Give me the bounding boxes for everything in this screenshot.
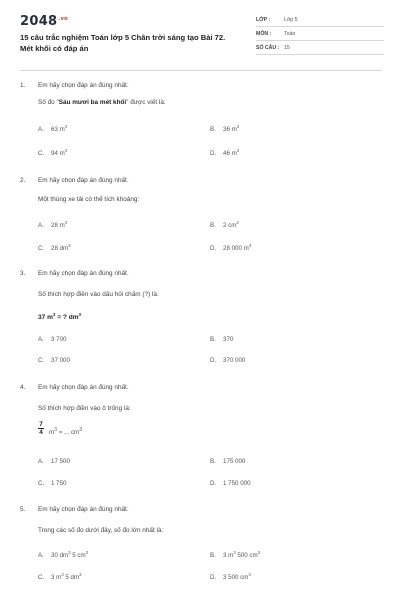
option-value: 2 cm (223, 222, 237, 230)
option-value: 370 000 (223, 357, 246, 364)
meta-label-class: LỚP : (256, 17, 271, 23)
option-exponent: 3 (236, 148, 240, 153)
option-exponent: 3 (79, 572, 82, 577)
option-a[interactable] (38, 550, 88, 559)
logo-text: 2048 (20, 14, 58, 29)
option-exponent: 3 (64, 148, 68, 153)
question-instruction: Em hãy chọn đáp án đúng nhất. (38, 82, 129, 89)
option-exponent: 3 (248, 572, 251, 577)
question-instruction: Em hãy chọn đáp án đúng nhất. (38, 384, 129, 391)
option-letter: D. (210, 480, 217, 487)
question-text-pre: Số đo " (38, 99, 59, 106)
question-text (38, 99, 166, 106)
question-number: 1. (20, 82, 26, 89)
question-text-post: " được viết là: (126, 99, 166, 106)
meta-row-class (256, 14, 384, 27)
option-value: 1 750 000 (223, 480, 251, 487)
option-c[interactable] (38, 480, 66, 487)
expression-part: 37 m (38, 314, 54, 322)
question-expression (38, 312, 81, 321)
option-letter: C. (38, 150, 45, 158)
option-letter: C. (38, 245, 45, 253)
option-d[interactable] (210, 357, 245, 364)
option-value: 5 cm (70, 552, 86, 560)
option-value: 5 dm (63, 574, 80, 582)
document-title (20, 33, 235, 54)
option-a[interactable] (38, 458, 70, 465)
option-letter: C. (38, 574, 45, 582)
expression-exponent: 3 (79, 427, 83, 433)
option-a[interactable] (38, 124, 67, 133)
question-text: Một thùng xe tải có thể tích khoảng: (38, 196, 140, 203)
option-letter: C. (38, 480, 45, 487)
question-text: Số thích hợp điền vào ô trống là: (38, 405, 131, 412)
option-value: 28 m (51, 222, 65, 230)
option-exponent: 3 (68, 550, 71, 555)
document-title-line-2: Mét khối có đáp án (20, 43, 89, 53)
expression-part: = ? dm (55, 314, 79, 322)
option-letter: D. (210, 574, 217, 582)
option-value: 28 dm (51, 245, 69, 253)
option-exponent: 3 (257, 550, 261, 555)
option-exponent: 3 (64, 124, 68, 129)
logo-domain: .vn (58, 15, 69, 22)
option-c[interactable] (38, 148, 67, 157)
fraction-denominator: 4 (39, 429, 43, 436)
expression-exponent: 3 (54, 427, 58, 433)
option-value: 500 cm (235, 552, 258, 560)
option-b[interactable] (210, 220, 239, 229)
expression-part: = ... cm (57, 429, 80, 437)
option-letter: A. (38, 552, 44, 560)
fraction (38, 421, 44, 436)
option-letter: A. (38, 458, 44, 465)
option-value: 46 m (223, 150, 237, 158)
option-letter: B. (210, 126, 216, 134)
option-value: 175 000 (223, 458, 246, 465)
meta-row-count (256, 42, 384, 55)
option-letter: B. (210, 336, 216, 343)
option-value: 94 m (51, 150, 65, 158)
option-value: 3 m (223, 552, 234, 560)
option-exponent: 3 (236, 220, 239, 225)
option-a[interactable] (38, 220, 67, 229)
option-value: 37 000 (51, 357, 70, 364)
option-value: 370 (223, 336, 234, 343)
option-letter: B. (210, 458, 216, 465)
meta-value-subject: Toán (284, 31, 296, 37)
option-value: 63 m (51, 126, 65, 134)
question-number: 4. (20, 384, 26, 391)
option-letter: B. (210, 222, 216, 230)
fraction-numerator: 7 (39, 421, 43, 428)
site-logo[interactable] (20, 14, 68, 29)
option-letter: D. (210, 245, 217, 253)
option-exponent: 3 (248, 243, 252, 248)
option-b[interactable] (210, 550, 260, 559)
question-text: Số thích hợp điền vào dấu hỏi chấm (?) là: (38, 291, 159, 298)
option-letter: D. (210, 357, 217, 364)
option-exponent: 3 (233, 550, 236, 555)
document-title-line-1: 15 câu trắc nghiệm Toán lớp 5 Chân trời sáng tạo Bài 72. (20, 33, 226, 42)
option-value: 1 750 (51, 480, 67, 487)
question-number: 2. (20, 177, 26, 184)
meta-label-count: SỐ CÂU : (256, 45, 280, 51)
option-exponent: 3 (236, 124, 240, 129)
option-letter: A. (38, 222, 44, 230)
meta-label-subject: MÔN : (256, 31, 272, 37)
option-letter: C. (38, 357, 45, 364)
option-value: 36 m (223, 126, 237, 134)
question-number: 5. (20, 506, 26, 513)
question-text-bold: Sáu mươi ba mét khối (58, 99, 127, 106)
expression-part: m (49, 429, 55, 437)
meta-value-count: 15 (284, 45, 290, 51)
expression-exponent: 3 (53, 312, 56, 317)
option-value: 30 dm (51, 552, 69, 560)
header (20, 14, 382, 70)
option-b[interactable] (210, 336, 233, 343)
option-d[interactable] (210, 480, 251, 487)
option-d[interactable] (210, 243, 251, 252)
option-value: 3 500 cm (223, 574, 249, 582)
option-c[interactable] (38, 357, 70, 364)
option-value: 3 m (51, 574, 62, 582)
option-d[interactable] (210, 148, 239, 157)
option-letter: D. (210, 150, 217, 158)
meta-row-subject (256, 28, 384, 41)
option-letter: B. (210, 552, 216, 560)
option-exponent: 3 (68, 243, 71, 248)
expression-exponent: 3 (78, 312, 81, 317)
option-c[interactable] (38, 243, 71, 252)
option-letter: A. (38, 126, 44, 134)
option-d[interactable] (210, 572, 251, 581)
question-instruction: Em hãy chọn đáp án đúng nhất. (38, 506, 129, 513)
question-number: 3. (20, 270, 26, 277)
option-exponent: 3 (61, 572, 64, 577)
option-value: 17 500 (51, 458, 70, 465)
option-exponent: 3 (85, 550, 89, 555)
header-divider (20, 70, 382, 71)
option-value: 28 000 m (223, 245, 249, 253)
option-value: 3 700 (51, 336, 67, 343)
meta-value-class: Lớp 5 (284, 17, 298, 23)
question-expression (49, 427, 82, 436)
option-b[interactable] (210, 124, 239, 133)
question-instruction: Em hãy chọn đáp án đúng nhất. (38, 177, 129, 184)
option-letter: A. (38, 336, 44, 343)
question-instruction: Em hãy chọn đáp án đúng nhất. (38, 270, 129, 277)
meta-info (256, 14, 384, 56)
option-c[interactable] (38, 572, 82, 581)
question-text: Trong các số đo dưới đây, số đo lớn nhất là: (38, 527, 164, 534)
option-exponent: 3 (64, 220, 68, 225)
option-a[interactable] (38, 336, 66, 343)
option-b[interactable] (210, 458, 245, 465)
